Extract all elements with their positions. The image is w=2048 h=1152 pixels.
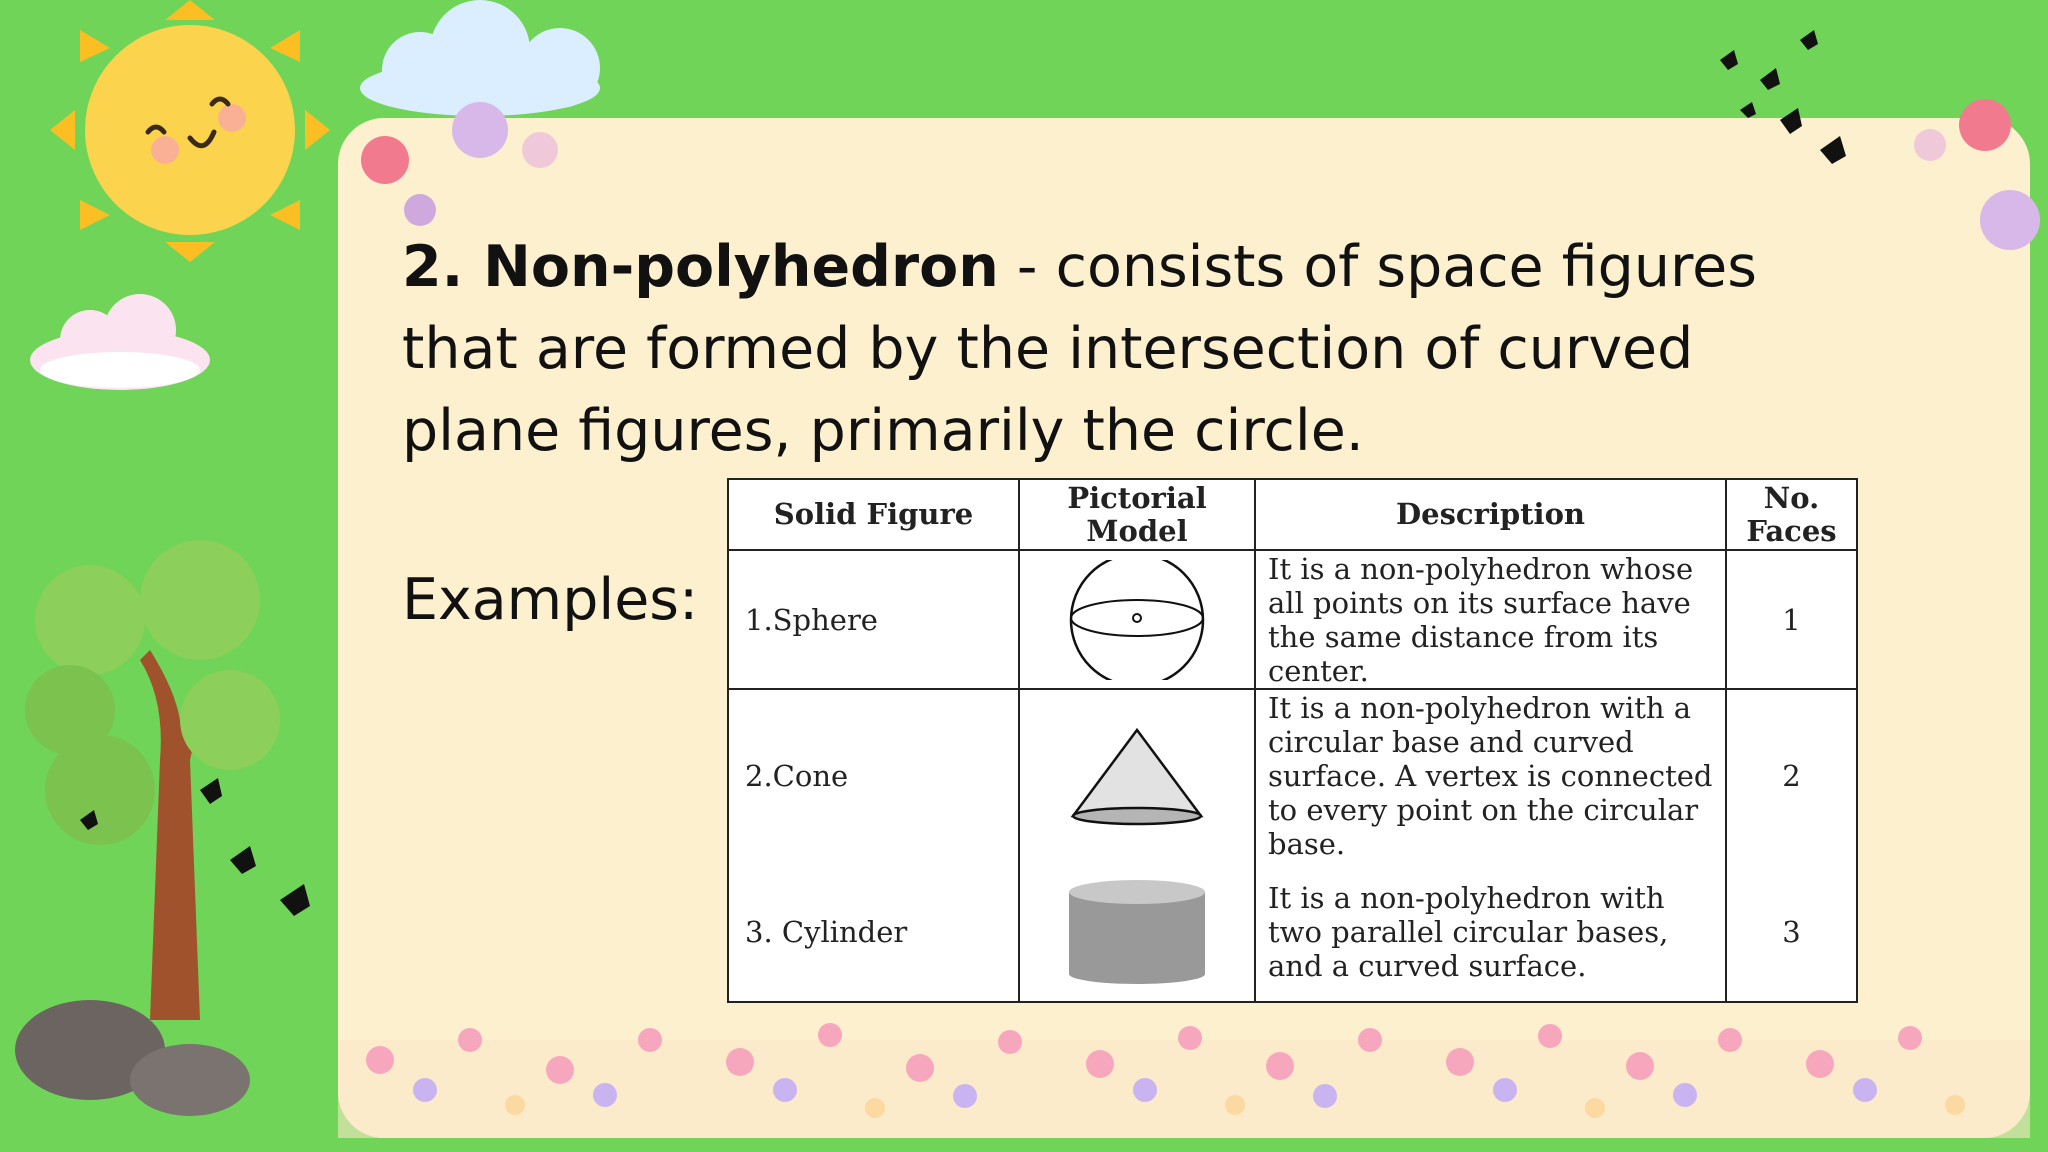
sun-icon xyxy=(50,0,330,262)
figure-name: 3. Cylinder xyxy=(728,862,1019,1002)
table-row xyxy=(728,862,1857,1002)
cylinder-icon xyxy=(1065,878,1209,986)
heading-term: 2. Non-polyhedron xyxy=(402,234,999,300)
slide-heading xyxy=(402,226,1842,472)
pictorial-model xyxy=(1019,862,1255,1002)
figure-name: 1.Sphere xyxy=(728,550,1019,689)
table-header-row xyxy=(728,479,1857,550)
header-solid-figure: Solid Figure xyxy=(728,479,1019,550)
pictorial-model xyxy=(1019,550,1255,689)
figure-description: It is a non-polyhedron with two parallel circular bases, and a curved surface. xyxy=(1255,862,1726,1002)
heading-definition: - consists of space figures that are formed by the intersection of curved plane figures, primarily the circle. xyxy=(402,234,1757,464)
header-description: Description xyxy=(1255,479,1726,550)
table-row xyxy=(728,689,1857,862)
figure-description: It is a non-polyhedron whose all points on its surface have the same distance from its center. xyxy=(1255,550,1726,689)
figure-faces: 1 xyxy=(1726,550,1857,689)
header-no-faces: No. Faces xyxy=(1726,479,1857,550)
examples-label: Examples: xyxy=(402,567,699,633)
tree-icon xyxy=(25,540,280,1020)
cloud-icon xyxy=(360,0,600,116)
table-row xyxy=(728,550,1857,689)
figure-name: 2.Cone xyxy=(728,689,1019,862)
figure-faces: 2 xyxy=(1726,689,1857,862)
rocks-icon xyxy=(15,1000,250,1116)
pink-cloud-icon xyxy=(30,294,210,390)
sphere-icon xyxy=(1067,560,1207,680)
figure-faces: 3 xyxy=(1726,862,1857,1002)
solid-figures-table xyxy=(727,478,1858,1003)
figure-description: It is a non-polyhedron with a circular base and curved surface. A vertex is connected to every point on the circular base. xyxy=(1255,689,1726,862)
pictorial-model xyxy=(1019,689,1255,862)
header-pictorial-model: Pictorial Model xyxy=(1019,479,1255,550)
cone-icon xyxy=(1067,726,1207,826)
